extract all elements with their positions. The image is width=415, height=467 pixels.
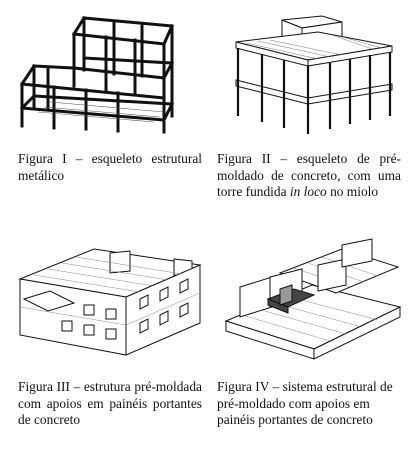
figure-2-caption-end: no miolo (326, 184, 379, 199)
figure-4-caption-text: Figura IV – sistema estrutural de pré-moldado com apoios em painéis portantes de concreto (217, 379, 393, 427)
figure-1-caption (18, 151, 202, 184)
figure-2-caption-text: Figura II – esqueleto de pré-moldado de concreto, com uma torre fundida (217, 151, 401, 199)
figure-4-caption (217, 379, 401, 429)
figure-3-caption-text: Figura III – estrutura pré-moldada com apoios em painéis portantes de concreto (18, 379, 202, 427)
figure-1-illustration (14, 8, 204, 136)
figure-2-caption (217, 151, 401, 201)
figure-3-caption (18, 379, 202, 429)
figure-3-illustration (14, 237, 204, 369)
figure-2-illustration (222, 8, 402, 140)
figure-1-caption-text: Figura I – esqueleto estrutural metálico (18, 151, 202, 183)
figure-2-caption-italic: in loco (289, 184, 327, 199)
figure-4-illustration (222, 237, 402, 369)
